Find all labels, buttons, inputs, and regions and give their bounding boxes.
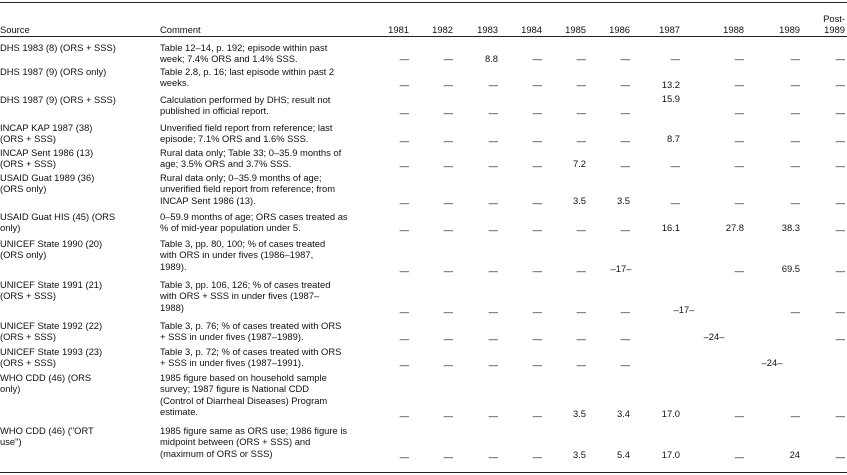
row-source: USAID Guat 1989 (36) (ORS only) [0,172,95,195]
value-1986: — [620,53,630,64]
header-year: 1982 [432,23,453,35]
row-source: INCAP Sent 1986 (13) (ORS + SSS) [0,147,94,170]
value-post-1989: — [835,53,845,64]
row-source: UNICEF State 1992 (22) (ORS + SSS) [0,320,103,343]
header-year: 1987 [659,23,680,35]
value-1985: 3.5 [572,408,586,419]
value-1981: — [399,135,409,146]
value-1988: — [734,79,744,90]
row-comment: Table 12–14, p. 192; episode within past week; 7.4% ORS and 1.4% SSS. [160,42,328,65]
value-1986: — [620,359,630,370]
value-1987: — [670,53,680,64]
header-source: Source [0,23,30,35]
value-1986: — [620,135,630,146]
value-1983: — [488,410,498,421]
value-1983: — [488,265,498,276]
value-1984: — [532,79,542,90]
row-source: USAID Guat HIS (45) (ORS only) [0,211,116,234]
header-year: 1989 [779,23,800,35]
value-1984: — [532,306,542,317]
value-1986: — [620,160,630,171]
value-post-1989: — [835,306,845,317]
value-1983: — [488,306,498,317]
value-1989: — [790,160,800,171]
value-post-1989: — [835,135,845,146]
value-1986: — [620,333,630,344]
value-1988: — [734,160,744,171]
bottom-rule [0,472,847,473]
table-header [0,9,847,35]
value-1987: 15.9 [661,93,680,104]
top-rule [0,2,847,3]
value-1987: 17.0 [661,449,680,460]
value-1983: — [488,451,498,462]
value-1987: 17.0 [661,408,680,419]
row-comment: Rural data only; Table 33; 0–35.9 months of age; 3.5% ORS and 3.7% SSS. [160,147,342,170]
value-1981: — [399,451,409,462]
row-comment: 1985 figure same as ORS use; 1986 figure is midpoint between (ORS + SSS) and (maximum of ORS or SSS) [160,425,348,459]
value-1982: — [443,160,453,171]
value-1983: — [488,79,498,90]
value-1981: — [399,359,409,370]
value-1981: — [399,265,409,276]
value-1988: — [734,53,744,64]
value-1984: — [532,197,542,208]
row-source: DHS 1987 (9) (ORS + SSS) [0,94,116,105]
value-1989: — [790,410,800,421]
value-1986: — [620,107,630,118]
row-source: DHS 1983 (8) (ORS + SSS) [0,42,116,53]
row-source: WHO CDD (46) ("ORT use") [0,425,94,448]
value-1984: — [532,224,542,235]
value-post-1989: — [835,224,845,235]
value-1989: — [790,107,800,118]
value-1982: — [443,107,453,118]
value-1983: — [488,359,498,370]
value-post-1989: — [835,107,845,118]
value-post-1989: — [835,451,845,462]
value-1986: — [620,79,630,90]
value-1982: — [443,359,453,370]
value-1987: 16.1 [661,222,680,233]
row-source: DHS 1987 (9) (ORS only) [0,66,107,77]
value-post-1989: — [835,197,845,208]
value-1982: — [443,333,453,344]
value-1982: — [443,79,453,90]
value-1985: 3.5 [572,195,586,206]
value-1981: — [399,160,409,171]
value-1988: — [734,265,744,276]
row-source: INCAP KAP 1987 (38) (ORS + SSS) [0,122,93,145]
value-1984: — [532,107,542,118]
value-1985: — [576,224,586,235]
value-1982: — [443,53,453,64]
value-1981: — [399,79,409,90]
value-1985: — [576,306,586,317]
header-post-bottom: 1989 [824,23,845,35]
value-1987: 13.2 [661,79,680,90]
value-1988: 27.8 [725,222,744,233]
header-year: 1984 [521,23,542,35]
value-1981: — [399,333,409,344]
span-value-1987-1988: –17– [673,304,695,315]
value-1983: — [488,107,498,118]
row-comment: Table 3, p. 72; % of cases treated with ORS + SSS in under fives (1987–1991). [160,346,342,369]
span-value-1987-1991: –24– [761,357,783,368]
row-comment: Rural data only; 0–35.9 months of age; unverified field report from reference; from INCAP Sent 1986 (13). [160,172,336,206]
row-source: UNICEF State 1990 (20) (ORS only) [0,238,103,261]
value-post-1989: — [835,410,845,421]
value-1986: 3.5 [616,195,630,206]
value-1983: — [488,160,498,171]
value-1982: — [443,265,453,276]
value-1988: — [734,197,744,208]
value-1984: — [532,451,542,462]
value-1981: — [399,306,409,317]
value-1982: — [443,135,453,146]
value-1983: — [488,333,498,344]
value-1987: — [670,160,680,171]
value-1986: 5.4 [616,449,630,460]
value-1982: — [443,224,453,235]
row-comment: Table 3, pp. 106, 126; % of cases treated with ORS + SSS in under fives (1987– 1988) [160,279,331,313]
value-1984: — [532,333,542,344]
value-1989: — [790,79,800,90]
header-comment: Comment [160,23,201,35]
row-comment: 0–59.9 months of age; ORS cases treated as % of mid-year population under 5. [160,211,348,234]
value-1985: 3.5 [572,449,586,460]
header-post-top: Post- [823,12,845,24]
header-year: 1988 [723,23,744,35]
value-post-1989: — [835,333,845,344]
row-source: UNICEF State 1993 (23) (ORS + SSS) [0,346,103,369]
value-1985: — [576,333,586,344]
header-year: 1983 [477,23,498,35]
value-1983: — [488,224,498,235]
header-rule [0,36,847,37]
value-1989: — [790,53,800,64]
value-1985: — [576,107,586,118]
value-1985: — [576,53,586,64]
value-1981: — [399,107,409,118]
value-1985: — [576,359,586,370]
row-source: WHO CDD (46) (ORS only) [0,372,92,395]
value-1988: — [734,451,744,462]
value-1985: — [576,265,586,276]
value-1984: — [532,53,542,64]
value-post-1989: — [835,79,845,90]
value-1989: — [790,197,800,208]
value-1989: 69.5 [781,263,800,274]
value-1989: 38.3 [781,222,800,233]
value-1981: — [399,410,409,421]
value-1987: — [670,197,680,208]
value-1984: — [532,410,542,421]
value-1985: — [576,79,586,90]
value-1981: — [399,224,409,235]
value-1988: — [734,410,744,421]
row-comment: Table 3, pp. 80, 100; % of cases treated with ORS in under fives (1986–1987, 1989). [160,238,326,272]
value-1989: — [790,306,800,317]
value-1982: — [443,197,453,208]
span-value-1987-1989: –24– [703,331,725,342]
value-post-1989: — [835,160,845,171]
value-1986: — [620,224,630,235]
value-1984: — [532,160,542,171]
row-source: UNICEF State 1991 (21) (ORS + SSS) [0,279,103,302]
value-1987: 8.7 [666,133,680,144]
header-year: 1985 [565,23,586,35]
value-1986: 3.4 [616,408,630,419]
value-1986: — [620,306,630,317]
value-1983: — [488,197,498,208]
value-1982: — [443,410,453,421]
value-1981: — [399,53,409,64]
value-1989: 24 [789,449,800,460]
row-comment: 1985 figure based on household sample survey; 1987 figure is National CDD (Control of Diarrheal Diseases) Program estimate. [160,372,328,417]
value-1984: — [532,265,542,276]
value-1983: — [488,135,498,146]
value-1982: — [443,451,453,462]
value-1985: — [576,135,586,146]
value-1989: — [790,135,800,146]
value-1983: 8.8 [484,53,498,64]
value-1982: — [443,306,453,317]
header-year: 1981 [388,23,409,35]
row-comment: Table 2.8, p. 16; last episode within past 2 weeks. [160,66,335,89]
header-year: 1986 [609,23,630,35]
row-comment: Table 3, p. 76; % of cases treated with ORS + SSS in under fives (1987–1989). [160,320,342,343]
value-1984: — [532,135,542,146]
value-post-1989: — [835,265,845,276]
value-1988: — [734,107,744,118]
value-1984: — [532,359,542,370]
row-comment: Calculation performed by DHS; result not published in official report. [160,94,331,117]
value-1981: — [399,197,409,208]
row-comment: Unverified field report from reference; last episode; 7.1% ORS and 1.6% SSS. [160,122,333,145]
value-1988: — [734,135,744,146]
value-1985: 7.2 [572,158,586,169]
span-value-1986-1987: –17– [610,263,632,274]
